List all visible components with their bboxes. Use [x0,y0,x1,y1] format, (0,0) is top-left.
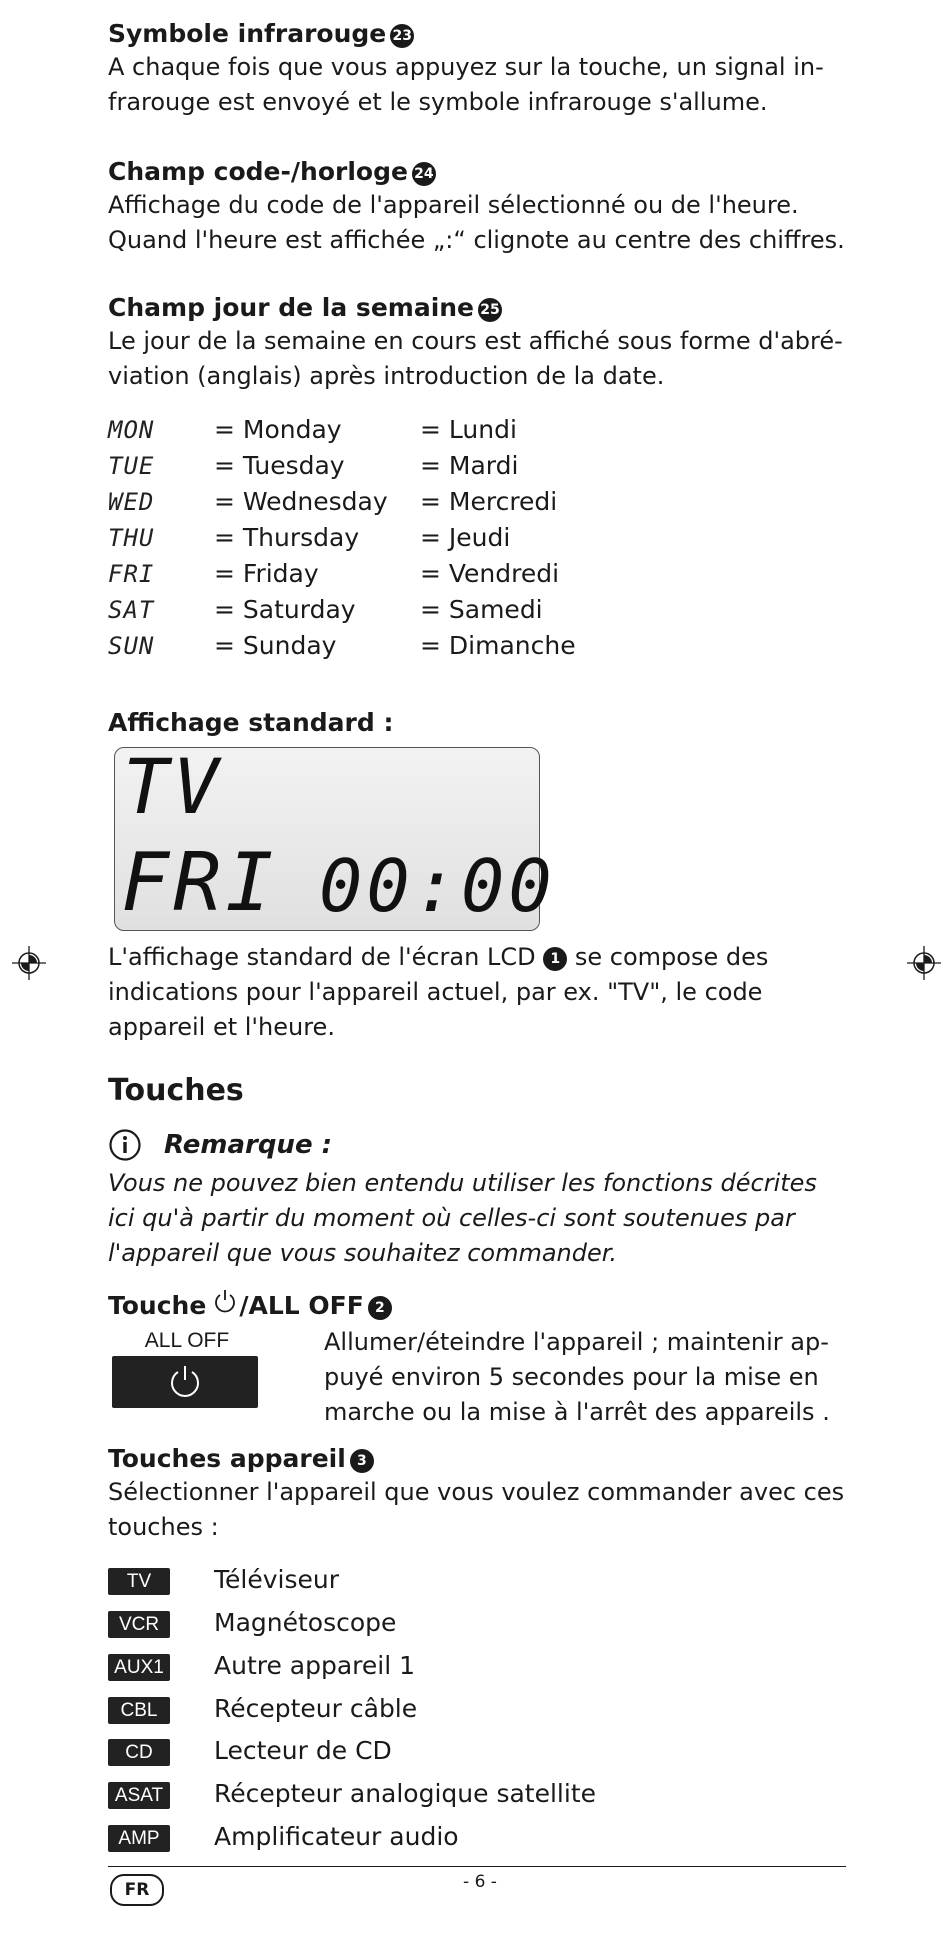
device-key-illustration: AUX1 [108,1654,170,1681]
paragraph-line: marche ou la mise à l'arrêt des appareils . [324,1398,830,1426]
english-day: = Saturday [214,595,356,624]
power-description [324,1325,864,1430]
device-key-illustration: TV [108,1568,170,1595]
section-title: Champ code-/horloge [108,157,408,186]
french-day: = Mercredi [420,487,558,516]
lcd-display-illustration [114,742,556,931]
paragraph-line: Affichage du code de l'appareil sélectionné ou de l'heure. [108,191,799,219]
callout-number: 25 [478,298,502,322]
footer-divider [108,1866,846,1867]
note-line: Vous ne pouvez bien entendu utiliser les fonctions décrites [108,1169,817,1197]
power-button-illustration [112,1356,258,1408]
language-badge: FR [110,1874,164,1906]
paragraph-text: L'affichage standard de l'écran LCD [108,943,536,971]
english-day: = Friday [214,559,319,588]
device-key-label: Lecteur de CD [214,1736,392,1765]
paragraph-line: Le jour de la semaine en cours est affiché sous forme d'abré- [108,327,843,355]
french-day: = Samedi [420,595,543,624]
note-body [108,1166,848,1271]
paragraph-line: appareil et l'heure. [108,1013,335,1041]
note-title: Remarque : [164,1130,333,1160]
paragraph-line: touches : [108,1513,219,1541]
callout-number: 2 [368,1296,392,1320]
power-key-heading [108,1289,392,1322]
english-day: = Tuesday [214,451,345,480]
power-icon [168,1364,202,1400]
paragraph-line: indications pour l'appareil actuel, par ex. "TV", le code [108,978,763,1006]
callout-number: 3 [350,1449,374,1473]
device-key-label: Autre appareil 1 [214,1651,416,1680]
standard-display-description [108,940,848,1045]
device-key-row [108,1820,848,1854]
paragraph-text: se compose des [574,943,769,971]
callout-number: 1 [543,947,567,971]
french-day: = Jeudi [420,523,511,552]
page-number: - 6 - [463,1872,497,1892]
device-key-illustration: CBL [108,1697,170,1724]
device-key-row [108,1606,848,1640]
device-key-label: Récepteur analogique satellite [214,1779,597,1808]
all-off-label: ALL OFF [144,1329,230,1352]
english-day: = Wednesday [214,487,388,516]
standard-display-title: Affichage standard : [108,708,394,737]
section-title: Symbole infrarouge [108,19,387,48]
lcd-time-text: 00:00 [319,844,556,928]
section-device-keys [108,1443,848,1545]
registration-mark-icon [907,946,941,980]
device-key-row [108,1649,848,1683]
device-key-row [108,1734,848,1768]
paragraph-line: Allumer/éteindre l'appareil ; maintenir ap- [324,1328,829,1356]
device-key-row [108,1692,848,1726]
device-key-label: Téléviseur [214,1565,339,1594]
paragraph-line: Quand l'heure est affichée „:“ clignote au centre des chiffres. [108,226,845,254]
lcd-day-text: FRI [121,836,278,929]
english-day: = Sunday [214,631,337,660]
paragraph-line: frarouge est envoyé et le symbole infrarouge s'allume. [108,88,768,116]
lcd-abbrev: THU [108,524,155,552]
english-day: = Monday [214,415,342,444]
device-key-row [108,1777,848,1811]
device-key-label: Récepteur câble [214,1694,418,1723]
section-title: Touche [108,1291,207,1320]
paragraph-line: A chaque fois que vous appuyez sur la touche, un signal in- [108,53,824,81]
lcd-abbrev: TUE [108,452,155,480]
section-title: Champ jour de la semaine [108,293,475,322]
device-key-illustration: CD [108,1739,170,1766]
device-key-label: Amplificateur audio [214,1822,459,1851]
note-line: ici qu'à partir du moment où celles-ci sont soutenues par [108,1204,795,1232]
section-title: /ALL OFF [239,1291,364,1320]
lcd-abbrev: SUN [108,632,155,660]
device-key-illustration: ASAT [108,1782,170,1809]
lcd-abbrev: WED [108,488,155,516]
section-weekday [108,292,848,394]
registration-mark-icon [12,946,46,980]
section-title: Touches appareil [108,1444,346,1473]
lcd-device-text: TV [123,742,223,831]
english-day: = Thursday [214,523,360,552]
device-key-illustration: VCR [108,1611,170,1638]
french-day: = Mardi [420,451,519,480]
paragraph-line: puyé environ 5 secondes pour la mise en [324,1363,819,1391]
callout-number: 24 [412,162,436,186]
french-day: = Lundi [420,415,517,444]
paragraph-line: Sélectionner l'appareil que vous voulez commander avec ces [108,1478,845,1506]
device-key-label: Magnétoscope [214,1608,397,1637]
touches-heading: Touches [108,1073,244,1108]
lcd-abbrev: SAT [108,596,155,624]
device-key-illustration: AMP [108,1825,170,1852]
lcd-abbrev: FRI [108,560,155,588]
power-icon [213,1289,237,1315]
paragraph-line: viation (anglais) après introduction de la date. [108,362,665,390]
french-day: = Vendredi [420,559,560,588]
lcd-abbrev: MON [108,416,155,444]
french-day: = Dimanche [420,631,576,660]
callout-number: 23 [390,24,414,48]
device-key-row [108,1563,848,1597]
section-code-clock [108,156,848,258]
note-line: l'appareil que vous souhaitez commander. [108,1239,618,1267]
info-icon [108,1128,142,1162]
section-infrared [108,18,848,120]
